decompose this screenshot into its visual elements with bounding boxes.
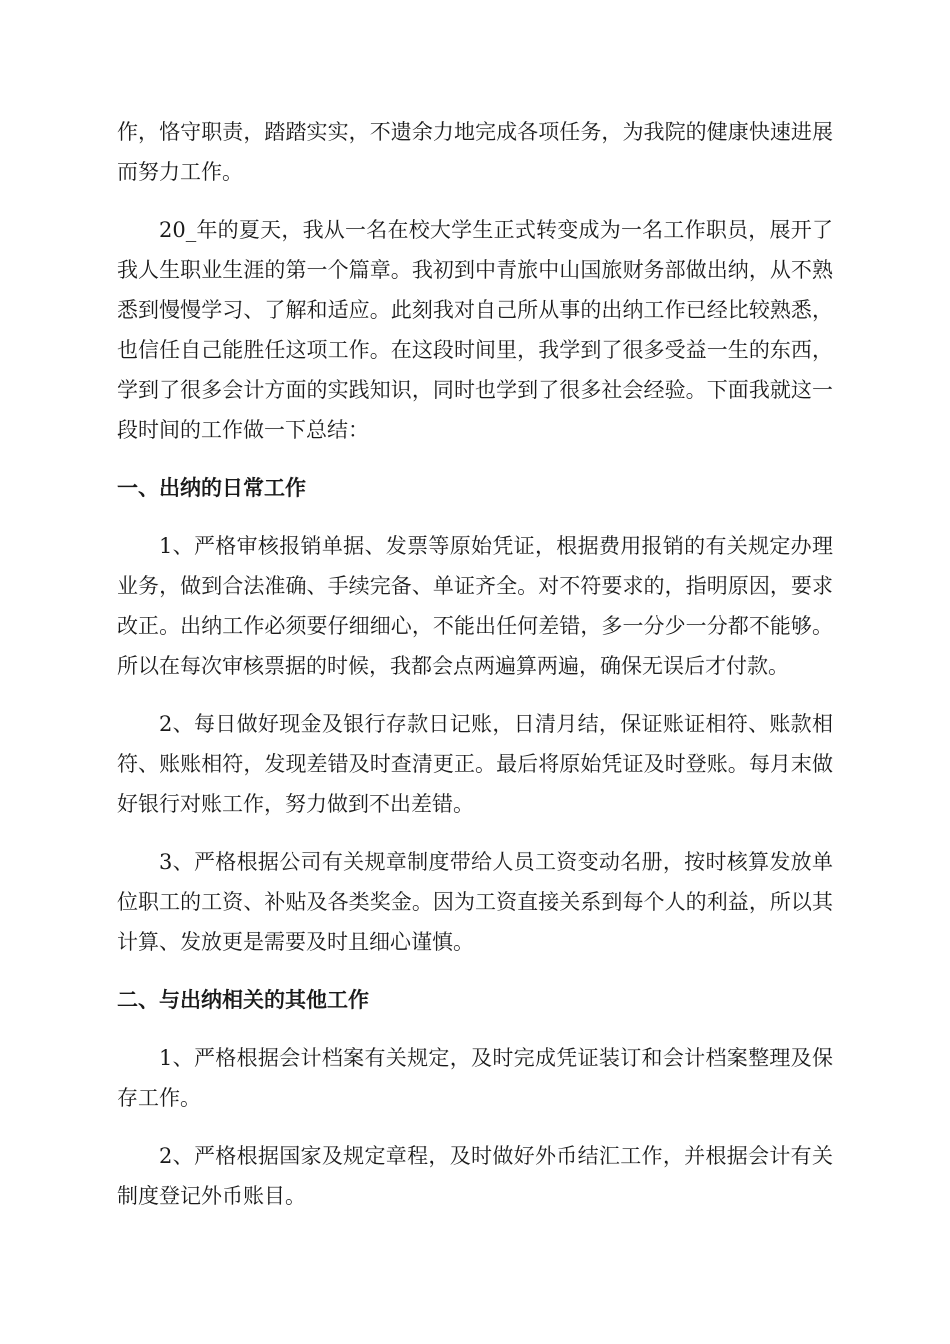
paragraph-daily-1: 1、严格审核报销单据、发票等原始凭证，根据费用报销的有关规定办理业务，做到合法准确、手续完备、单证齐全。对不符要求的，指明原因，要求改正。出纳工作必须要仔细细心，不能出任何差错，多一分少一分都不能够。所以在每次审核票据的时候，我都会点两遍算两遍，确保无误后才付款。	[117, 534, 833, 678]
paragraph-continuation: 作，恪守职责，踏踏实实，不遗余力地完成各项任务，为我院的健康快速进展而努力工作。	[117, 120, 833, 184]
paragraph-daily-2: 2、每日做好现金及银行存款日记账，日清月结，保证账证相符、账款相符、账账相符，发现差错及时查清更正。最后将原始凭证及时登账。每月末做好银行对账工作，努力做到不出差错。	[117, 712, 833, 816]
section-heading-other-work: 二、与出纳相关的其他工作	[117, 988, 369, 1012]
paragraph-intro: 20_年的夏天，我从一名在校大学生正式转变成为一名工作职员，展开了我人生职业生涯的第一个篇章。我初到中青旅中山国旅财务部做出纳，从不熟悉到慢慢学习、了解和适应。此刻我对自己所从事的出纳工作已经比较熟悉，也信任自己能胜任这项工作。在这段时间里，我学到了很多受益一生的东西，学到了很多会计方面的实践知识，同时也学到了很多社会经验。下面我就这一段时间的工作做一下总结：	[117, 218, 833, 442]
paragraph-daily-3: 3、严格根据公司有关规章制度带给人员工资变动名册，按时核算发放单位职工的工资、补贴及各类奖金。因为工资直接关系到每个人的利益，所以其计算、发放更是需要及时且细心谨慎。	[117, 850, 833, 954]
paragraph-other-1: 1、严格根据会计档案有关规定，及时完成凭证装订和会计档案整理及保存工作。	[117, 1046, 833, 1110]
paragraph-other-2: 2、严格根据国家及规定章程，及时做好外币结汇工作，并根据会计有关制度登记外币账目。	[117, 1144, 833, 1208]
document-body	[117, 112, 833, 1216]
section-heading-daily-work: 一、出纳的日常工作	[117, 476, 306, 500]
